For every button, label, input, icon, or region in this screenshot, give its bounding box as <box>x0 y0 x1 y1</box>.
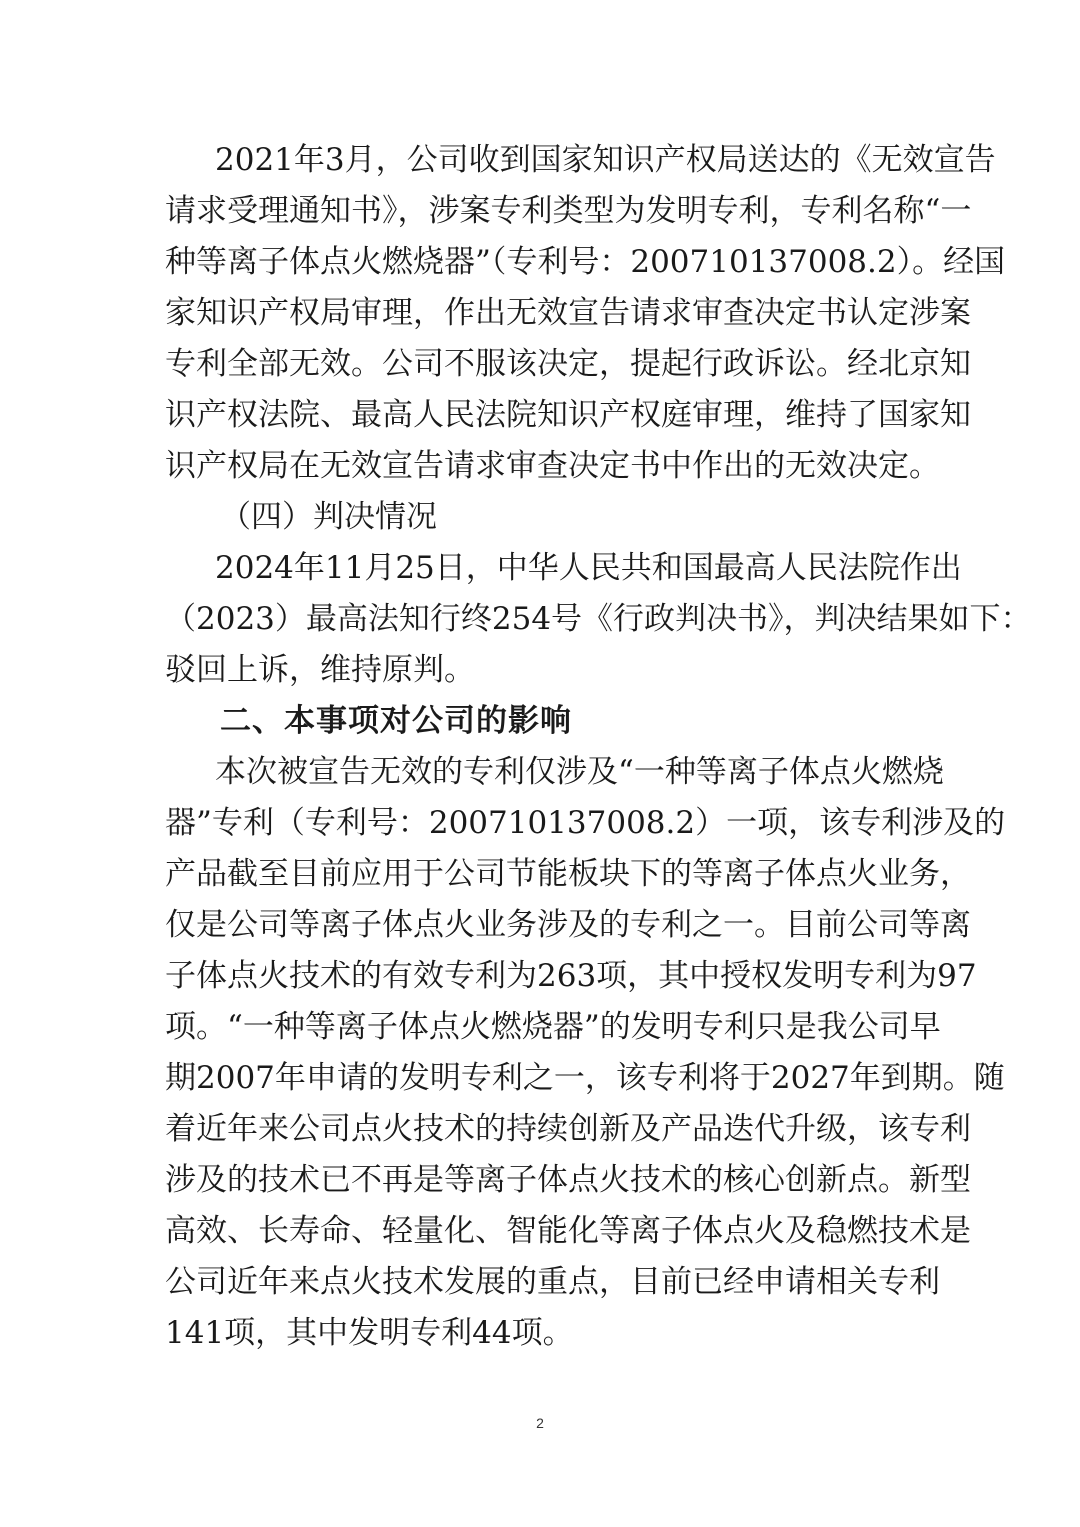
paragraph-line: 产品截至目前应用于公司节能板块下的等离子体点火业务， <box>165 856 971 892</box>
paragraph-line: 子体点火技术的有效专利为263项，其中授权发明专利为97 <box>165 958 977 994</box>
paragraph-line: 本次被宣告无效的专利仅涉及“一种等离子体点火燃烧 <box>215 754 944 790</box>
paragraph-line: 种等离子体点火燃烧器”（专利号：200710137008.2）。经国 <box>165 244 1006 280</box>
paragraph-line: 仅是公司等离子体点火业务涉及的专利之一。目前公司等离 <box>165 907 971 943</box>
paragraph-line: 高效、长寿命、轻量化、智能化等离子体点火及稳燃技术是 <box>165 1213 971 1249</box>
paragraph-line: 驳回上诉，维持原判。 <box>165 652 475 688</box>
subheading-verdict: （四）判决情况 <box>220 499 437 535</box>
paragraph-line: 项。“一种等离子体点火燃烧器”的发明专利只是我公司早 <box>165 1009 941 1045</box>
paragraph-line: 141项，其中发明专利44项。 <box>165 1315 574 1351</box>
paragraph-line: 2021年3月，公司收到国家知识产权局送达的《无效宣告 <box>215 142 996 178</box>
paragraph-line: 着近年来公司点火技术的持续创新及产品迭代升级，该专利 <box>165 1111 971 1147</box>
paragraph-line: 识产权局在无效宣告请求审查决定书中作出的无效决定。 <box>165 448 940 484</box>
paragraph-line: 专利全部无效。公司不服该决定，提起行政诉讼。经北京知 <box>165 346 971 382</box>
paragraph-line: 2024年11月25日，中华人民共和国最高人民法院作出 <box>215 550 962 586</box>
paragraph-line: 涉及的技术已不再是等离子体点火技术的核心创新点。新型 <box>165 1162 971 1198</box>
paragraph-line: 期2007年申请的发明专利之一，该专利将于2027年到期。随 <box>165 1060 1005 1096</box>
page-number: 2 <box>536 1415 544 1431</box>
paragraph-line: （2023）最高法知行终254号《行政判决书》，判决结果如下： <box>165 601 1032 637</box>
paragraph-line: 家知识产权局审理，作出无效宣告请求审查决定书认定涉案 <box>165 295 971 331</box>
paragraph-line: 公司近年来点火技术发展的重点，目前已经申请相关专利 <box>165 1264 940 1300</box>
section-heading-impact: 二、本事项对公司的影响 <box>220 703 572 739</box>
paragraph-line: 识产权法院、最高人民法院知识产权庭审理，维持了国家知 <box>165 397 971 433</box>
paragraph-line: 器”专利（专利号：200710137008.2）一项，该专利涉及的 <box>165 805 1006 841</box>
paragraph-line: 请求受理通知书》，涉案专利类型为发明专利，专利名称“一 <box>165 193 972 229</box>
